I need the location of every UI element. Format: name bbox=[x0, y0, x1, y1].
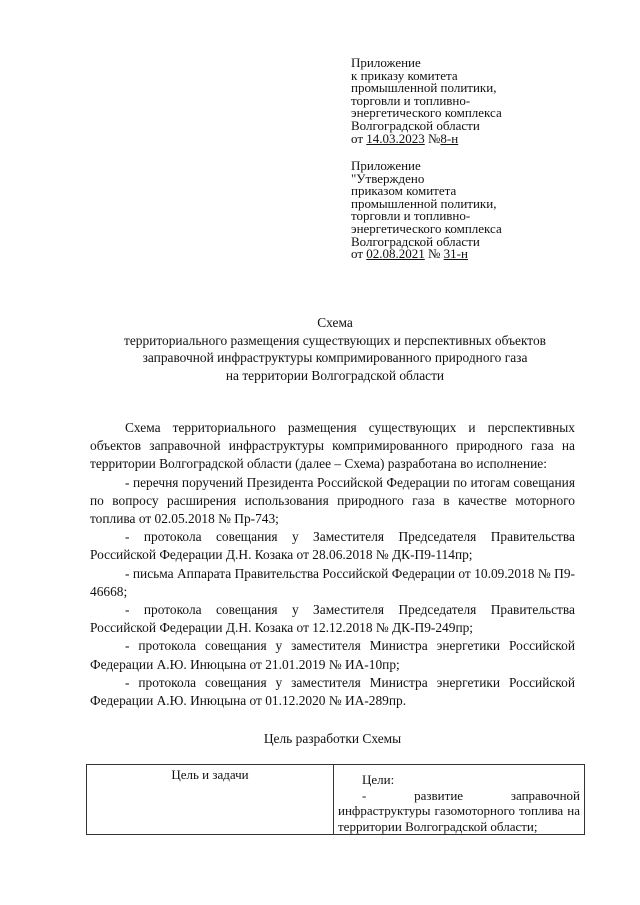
appendix-line: энергетического комплекса bbox=[351, 105, 502, 121]
goals-label: Цели: bbox=[362, 772, 395, 787]
appendix-line: промышленной политики, bbox=[351, 195, 497, 211]
title-line: заправочной инфраструктуры компримированного природного газа bbox=[142, 350, 528, 365]
list-item: - протокола совещания у Заместителя Председателя Правительства Российской Федерации Д.Н. Козака от 12.12.2018 № ДК-П9-249пр; bbox=[90, 602, 575, 636]
title-line: на территории Волгоградской области bbox=[225, 367, 445, 383]
appendix-line: Приложение bbox=[351, 158, 421, 173]
date-prefix: от bbox=[351, 130, 367, 146]
list-item: - письма Аппарата Правительства Российской Федерации от 10.09.2018 № П9-46668; bbox=[90, 565, 575, 599]
appendix-date-line bbox=[351, 248, 601, 261]
body-text bbox=[90, 419, 575, 710]
goal-lead: - развитие заправочной bbox=[362, 787, 580, 803]
list-item: - перечня поручений Президента Российской Федерации по итогам совещания по вопросу расширения использования природного газа в качестве моторного топлива от 02.05.2018 № Пр-743; bbox=[90, 474, 575, 527]
title-line: территориального размещения существующих и перспективных объектов bbox=[124, 332, 546, 348]
order-number: 8-н bbox=[440, 130, 459, 146]
appendix-line: Волгоградской области bbox=[351, 117, 480, 133]
appendix-line: Приложение bbox=[351, 55, 421, 70]
list-item: - протокола совещания у заместителя Министра энергетики Российской Федерации А.Ю. Инюцына от 21.01.2019 № ИА-10пр; bbox=[90, 638, 575, 672]
number-sign: № bbox=[424, 130, 441, 146]
appendix-line: торговли и топливно- bbox=[351, 208, 471, 224]
appendix-line: Волгоградской области bbox=[351, 233, 480, 249]
document-title bbox=[80, 314, 590, 384]
appendix-line: к приказу комитета bbox=[351, 67, 458, 83]
appendix-line: промышленной политики, bbox=[351, 80, 497, 96]
date-prefix: от bbox=[351, 246, 367, 262]
order-number: 31-н bbox=[443, 246, 468, 262]
appendix-date-line bbox=[351, 130, 601, 146]
goal-text: инфраструктуры газомоторного топлива на территории Волгоградской области; bbox=[338, 803, 580, 834]
table-row bbox=[87, 765, 585, 835]
goals-table bbox=[86, 764, 585, 835]
appendix-line: "Утверждено bbox=[351, 170, 425, 186]
section-heading: Цель разработки Схемы bbox=[263, 731, 402, 746]
appendix-current-block bbox=[351, 57, 601, 145]
goals-cell bbox=[334, 765, 585, 835]
intro-paragraph: Схема территориального размещения существующих и перспективных объектов заправочной инфраструктуры компримированного природного газа на территории Волгоградской области (далее – Схема) разработана во исполнение: bbox=[90, 420, 575, 472]
appendix-line: приказом комитета bbox=[351, 183, 457, 199]
order-date: 02.08.2021 bbox=[366, 246, 425, 262]
list-item: - протокола совещания у Заместителя Председателя Правительства Российской Федерации Д.Н. Козака от 28.06.2018 № ДК-П9-114пр; bbox=[90, 529, 575, 563]
appendix-approved-block bbox=[351, 160, 601, 261]
order-date: 14.03.2023 bbox=[366, 130, 425, 146]
number-sign: № bbox=[424, 246, 444, 262]
table-header-cell: Цель и задачи bbox=[87, 765, 334, 835]
appendix-line: энергетического комплекса bbox=[351, 220, 502, 236]
title-line: Схема bbox=[317, 315, 353, 330]
appendix-line: торговли и топливно- bbox=[351, 92, 471, 108]
list-item: - протокола совещания у заместителя Министра энергетики Российской Федерации А.Ю. Инюцына от 01.12.2020 № ИА-289пр. bbox=[90, 674, 575, 709]
